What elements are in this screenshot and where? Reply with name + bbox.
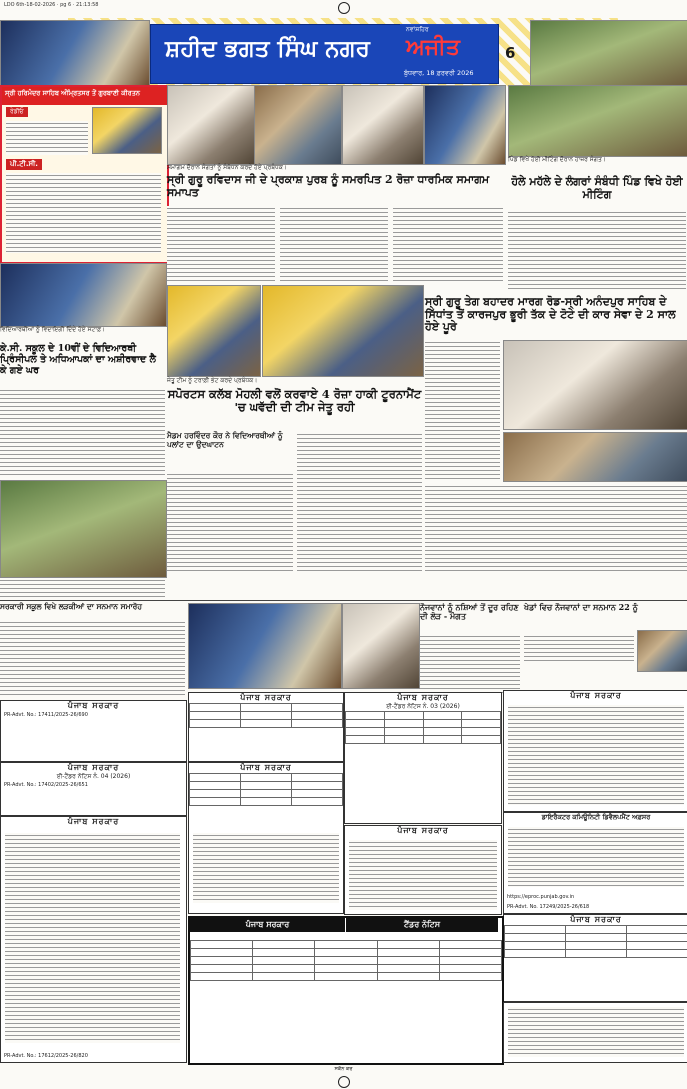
- divider: [0, 600, 687, 601]
- photo-caption: ਪਿੰਡ ਵਿਖੇ ਹੋਈ ਮੀਟਿੰਗ ਦੌਰਾਨ ਹਾਜ਼ਰ ਸੰਗਤ।: [508, 156, 606, 163]
- newspaper-logo: ਅਜੀਤ: [406, 34, 460, 60]
- text-block: [167, 206, 275, 282]
- registration-mark: [338, 2, 350, 14]
- news-photo: [503, 432, 687, 482]
- headline-story-3: ਕੇ.ਸੀ. ਸਕੂਲ ਦੇ 10ਵੀਂ ਦੇ ਵਿਦਿਆਰਥੀ ਪ੍ਰਿੰਸੀਪਲ ਤੇ ਅਧਿਆਪਕਾਂ ਦਾ ਅਸ਼ੀਰਵਾਦ ਲੈ ਕੇ ਗਏ ਘਰ: [0, 343, 156, 376]
- ad-title: ਪੰਜਾਬ ਸਰਕਾਰ: [67, 763, 120, 772]
- news-photo: [637, 630, 687, 672]
- ad-title: ਪੰਜਾਬ ਸਰਕਾਰ: [67, 701, 120, 710]
- ad-govt-7: [344, 825, 502, 915]
- text-block: [297, 432, 422, 572]
- ad-govt-6: [344, 692, 502, 824]
- ad-website: https://eproc.punjab.gov.in: [507, 893, 575, 900]
- news-photo: [167, 285, 261, 377]
- ad-govt-10: [503, 1002, 687, 1063]
- masthead-photo-right: [530, 20, 687, 87]
- ad-pr-number: PR-Advt. No.: 17612/2025-26/820: [4, 1052, 88, 1059]
- tender-notice: [188, 916, 504, 1065]
- text-block: [0, 620, 185, 698]
- text-block: [193, 833, 339, 903]
- news-photo: [167, 85, 255, 165]
- ad-govt-1: [0, 700, 187, 762]
- masthead-place: ਸ਼ਹੀਦ ਭਗਤ ਸਿੰਘ ਨਗਰ: [165, 35, 370, 62]
- text-block: [0, 388, 165, 476]
- tender-table: [190, 940, 502, 981]
- headline-story-4: ਸ੍ਰੀ ਗੁਰੂ ਤੇਗ ਬਹਾਦਰ ਮਾਰਗ ਰੋਡ-ਸ੍ਰੀ ਅਨੰਦਪੁਰ ਸਾਹਿਬ ਦੇ ਸਿੱਧਾਂਤ ਤੋਂ ਕਾਰਜਪੁਰ ਭੂਰੀ ਤੱਕ ਦੇ ਟੋਟੇ ਦੀ ਕਾਰ ਸੇਵਾ ਦੇ 2 ਸਾਲ ਹੋਏ ਪੂਰੇ: [425, 295, 676, 334]
- radio-tag: ਰੇਡੀਓ: [6, 107, 28, 117]
- ad-govt-3: [0, 816, 187, 1063]
- text-block: [420, 634, 520, 694]
- masthead-logo-box: [400, 24, 497, 82]
- golden-temple-photo: [92, 107, 162, 154]
- text-block: [5, 833, 180, 1043]
- ad-table: [189, 703, 343, 728]
- news-photo: [342, 85, 424, 165]
- news-photo: [424, 85, 506, 165]
- headline-story-8: ਨੌਜਵਾਨਾਂ ਨੂੰ ਨਸ਼ਿਆਂ ਤੋਂ ਦੂਰ ਰਹਿਣ ਦੀ ਲੋੜ - ਮੰਗਤ: [420, 602, 519, 622]
- ad-title: ਪੰਜਾਬ ਸਰਕਾਰ: [570, 691, 622, 700]
- text-block: [524, 634, 634, 664]
- ad-pr-number: PR-Advt. No. 17249/2025-26/618: [507, 903, 590, 910]
- text-block: [508, 827, 684, 887]
- text-block: [508, 705, 684, 805]
- headline-story-9: ਖੇਡਾਂ ਵਿਚ ਨੌਜਵਾਨਾਂ ਦਾ ਸਨਮਾਨ 22 ਨੂੰ: [524, 602, 638, 612]
- ad-subtitle: ਈ-ਟੈਂਡਰ ਨੋਟਿਸ ਨੰ. 04 (2026): [56, 773, 131, 780]
- text-block: [0, 578, 165, 598]
- news-photo: [342, 603, 420, 689]
- gurbani-title: ਸ੍ਰੀ ਹਰਿਮੰਦਰ ਸਾਹਿਬ ਅੰਮ੍ਰਿਤਸਰ ਤੋਂ ਗੁਰਬਾਣੀ ਕੀਰਤਨ: [2, 87, 167, 105]
- plantation-photo: [0, 480, 167, 578]
- masthead-date: ਬੁੱਧਵਾਰ, 18 ਫ਼ਰਵਰੀ 2026: [404, 69, 474, 77]
- headline-story-5: ਸਪੋਰਟਸ ਕਲੱਬ ਮੋਹਲੀ ਵਲੋਂ ਕਰਵਾਏ 4 ਰੋਜ਼ਾ ਹਾਕੀ ਟੂਰਨਾਮੈਂਟ 'ਚ ਘਵੱਦੀ ਦੀ ਟੀਮ ਜੇਤੂ ਰਹੀ: [167, 387, 422, 415]
- news-photo: [508, 85, 687, 157]
- ad-govt-2: [0, 762, 187, 816]
- tender-govt-label: ਪੰਜਾਬ ਸਰਕਾਰ: [190, 918, 345, 932]
- news-photo: [188, 603, 342, 689]
- registration-mark: [338, 1076, 350, 1088]
- text-block: [393, 206, 503, 282]
- news-photo: [503, 340, 687, 430]
- tender-title: ਟੈਂਡਰ ਨੋਟਿਸ: [346, 918, 498, 932]
- print-slug: LDO 6th-18-02-2026 · pg 6 · 21:13:58: [4, 2, 99, 8]
- masthead-photo-left: [0, 20, 150, 87]
- headline-story-2: ਹੋਲੇ ਮਹੱਲੇ ਦੇ ਲੰਗਰਾਂ ਸੰਬੰਧੀ ਪਿੰਡ ਵਿਖੇ ਹੋਈ ਮੀਟਿੰਗ: [511, 175, 683, 201]
- footer-note: ਸਕੈਨ ਕਰੋ: [334, 1066, 353, 1072]
- ad-govt-9: [503, 914, 687, 1002]
- text-block: [508, 1007, 684, 1057]
- page-number: 6: [505, 44, 516, 62]
- text-block: [508, 210, 686, 292]
- news-photo: [254, 85, 342, 165]
- ad-govt-5: [188, 762, 344, 914]
- ad-title: ਪੰਜਾਬ ਸਰਕਾਰ: [240, 763, 292, 772]
- text-block: [6, 173, 161, 253]
- headline-story-1: ਸ੍ਰੀ ਗੁਰੂ ਰਵਿਦਾਸ ਜੀ ਦੇ ਪ੍ਰਕਾਸ਼ ਪੁਰਬ ਨੂੰ ਸਮਰਪਿਤ 2 ਰੋਜ਼ਾ ਧਾਰਮਿਕ ਸਮਾਗਮ ਸਮਾਪਤ: [167, 173, 490, 199]
- ad-title: ਪੰਜਾਬ ਸਰਕਾਰ: [397, 693, 449, 702]
- ad-subtitle: ਡਾਇਰੈਕਟਰ ਕਮਿਊਨਿਟੀ ਡਿਵੈਲਪਮੈਂਟ ਅਫ਼ਸਰ: [541, 813, 651, 821]
- ad-title: ਪੰਜਾਬ ਸਰਕਾਰ: [240, 693, 292, 702]
- ad-table: [504, 925, 687, 958]
- text-block: [425, 484, 687, 572]
- school-photo: [0, 263, 167, 327]
- text-block: [425, 340, 500, 480]
- ptc-tag: ਪੀ.ਟੀ.ਸੀ.: [6, 159, 42, 170]
- masthead-sub: ਨਵਾਂਸ਼ਹਿਰ: [406, 26, 429, 33]
- ad-table: [189, 773, 343, 806]
- ad-pr-number: PR-Advt. No.: 17402/2025-26/651: [4, 782, 88, 788]
- photo-caption: ਵਿਦਿਆਰਥੀਆਂ ਨੂੰ ਵਿਦਾਇਗੀ ਦਿੰਦੇ ਹੋਏ ਸਟਾਫ਼।: [0, 326, 106, 333]
- ad-govt-4: [188, 692, 344, 762]
- ad-govt-8: [503, 690, 687, 812]
- ad-title: ਪੰਜਾਬ ਸਰਕਾਰ: [397, 826, 449, 835]
- text-block: [6, 121, 88, 155]
- text-block: [349, 840, 497, 910]
- ad-title: ਪੰਜਾਬ ਸਰਕਾਰ: [67, 817, 120, 826]
- text-block: [280, 206, 388, 282]
- ad-title: ਪੰਜਾਬ ਸਰਕਾਰ: [570, 915, 622, 924]
- news-photo: [262, 285, 424, 377]
- headline-story-6: ਮੈਡਮ ਹਰਵਿੰਦਰ ਕੌਰ ਨੇ ਵਿਦਿਆਰਥੀਆਂ ਨੂੰ ਪਲਾਂਟ ਦਾ ਉਦਘਾਟਨ: [167, 431, 283, 449]
- photo-caption: ਜੇਤੂ ਟੀਮ ਨੂੰ ਟਰਾਫ਼ੀ ਭੇਟ ਕਰਦੇ ਪ੍ਰਬੰਧਕ।: [167, 377, 258, 384]
- ad-subtitle: ਈ-ਟੈਂਡਰ ਨੋਟਿਸ ਨੰ. 03 (2026): [386, 703, 460, 710]
- ad-cdo: [503, 812, 687, 914]
- headline-story-7: ਸਰਕਾਰੀ ਸਕੂਲ ਵਿਖੇ ਲੜਕੀਆਂ ਦਾ ਸਨਮਾਨ ਸਮਾਰੋਹ: [0, 602, 142, 611]
- ad-table: [345, 711, 501, 744]
- ad-pr-number: PR-Advt. No.: 17411/2025-26/690: [4, 712, 88, 718]
- photo-caption: ਸਮਾਗਮ ਦੌਰਾਨ ਸੰਗਤਾਂ ਨੂੰ ਸੰਬੋਧਨ ਕਰਦੇ ਹੋਏ ਪ੍ਰਬੰਧਕ।: [167, 164, 287, 171]
- gurbani-box: [0, 85, 169, 264]
- text-block: [167, 472, 293, 572]
